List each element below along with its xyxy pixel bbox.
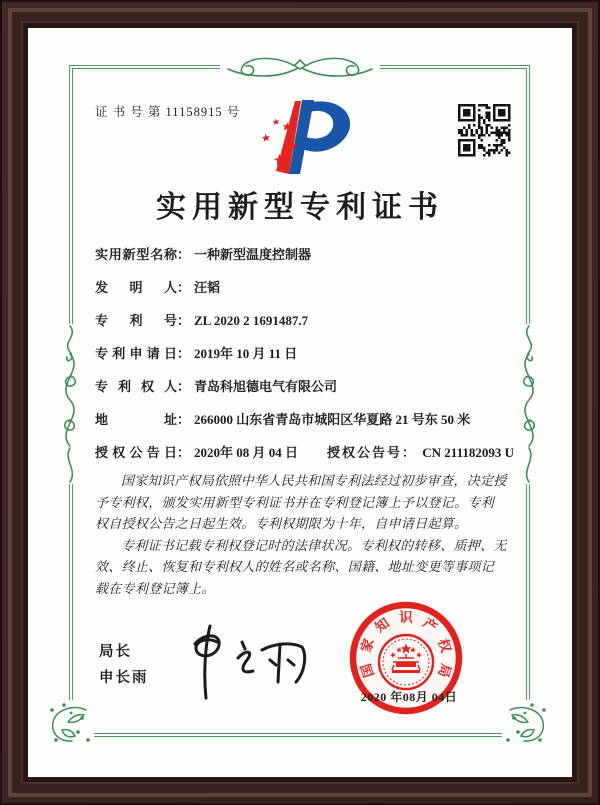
svg-text:权: 权 [435, 636, 454, 655]
body-paragraph-1: 国家知识产权局依照中华人民共和国专利法经过初步审查，决定授予专利权，颁发实用新型专利证书并在专利登记簿上予以登记。专利权自授权公告之日起生效。专利权期限为十年，自申请日起算。 [95, 473, 507, 531]
field-address: 地址 ： 266000 山东省青岛市城阳区华夏路 21 号东 50 米 [95, 412, 471, 427]
signature-handwriting [178, 620, 318, 705]
svg-text:家: 家 [358, 636, 377, 655]
qr-code [458, 104, 511, 157]
svg-text:识: 识 [399, 610, 413, 625]
signer-title: 局长 [99, 644, 132, 660]
signer-name: 申长雨 [99, 670, 149, 686]
seal-date: 2020 年08月 04日 [360, 690, 458, 704]
field-patent-number: 专利号 ： ZL 2020 2 1691487.7 [95, 313, 309, 328]
body-paragraph-2: 专利证书记载专利权登记时的法律状况。专利权的转移、质押、无效、终止、恢复和专利权人的姓名或名称、国籍、地址变更等事项记载在专利登记簿上。 [95, 537, 507, 596]
svg-text:产: 产 [419, 615, 440, 636]
barcode [97, 607, 239, 620]
legal-body-text [95, 470, 507, 599]
field-patentee: 专利权人 ： 青岛科旭德电气有限公司 [95, 379, 338, 394]
field-utility-model-name: 实用新型名称 ： 一种新型温度控制器 [95, 247, 312, 262]
field-grant-number: 授权公告号： CN 211182093 U [327, 445, 515, 460]
cnipa-logo [240, 92, 360, 182]
field-inventor: 发明人 ： 汪韬 [95, 280, 221, 295]
certificate-title: 实用新型专利证书 [156, 191, 444, 224]
field-filing-date: 专利申请日 ： 2019年 10 月 11 日 [95, 346, 298, 361]
field-grant-row: 授权公告日 ： 2020年 08 月 04 日 授权公告号： CN 211182093 U [95, 436, 507, 469]
svg-text:国: 国 [358, 661, 377, 680]
svg-text:知: 知 [372, 615, 393, 636]
svg-text:局: 局 [435, 661, 454, 680]
certificate-number: 证 书 号 第 11158915 号 [95, 105, 241, 119]
certificate-paper [28, 28, 572, 777]
field-list [95, 238, 515, 469]
